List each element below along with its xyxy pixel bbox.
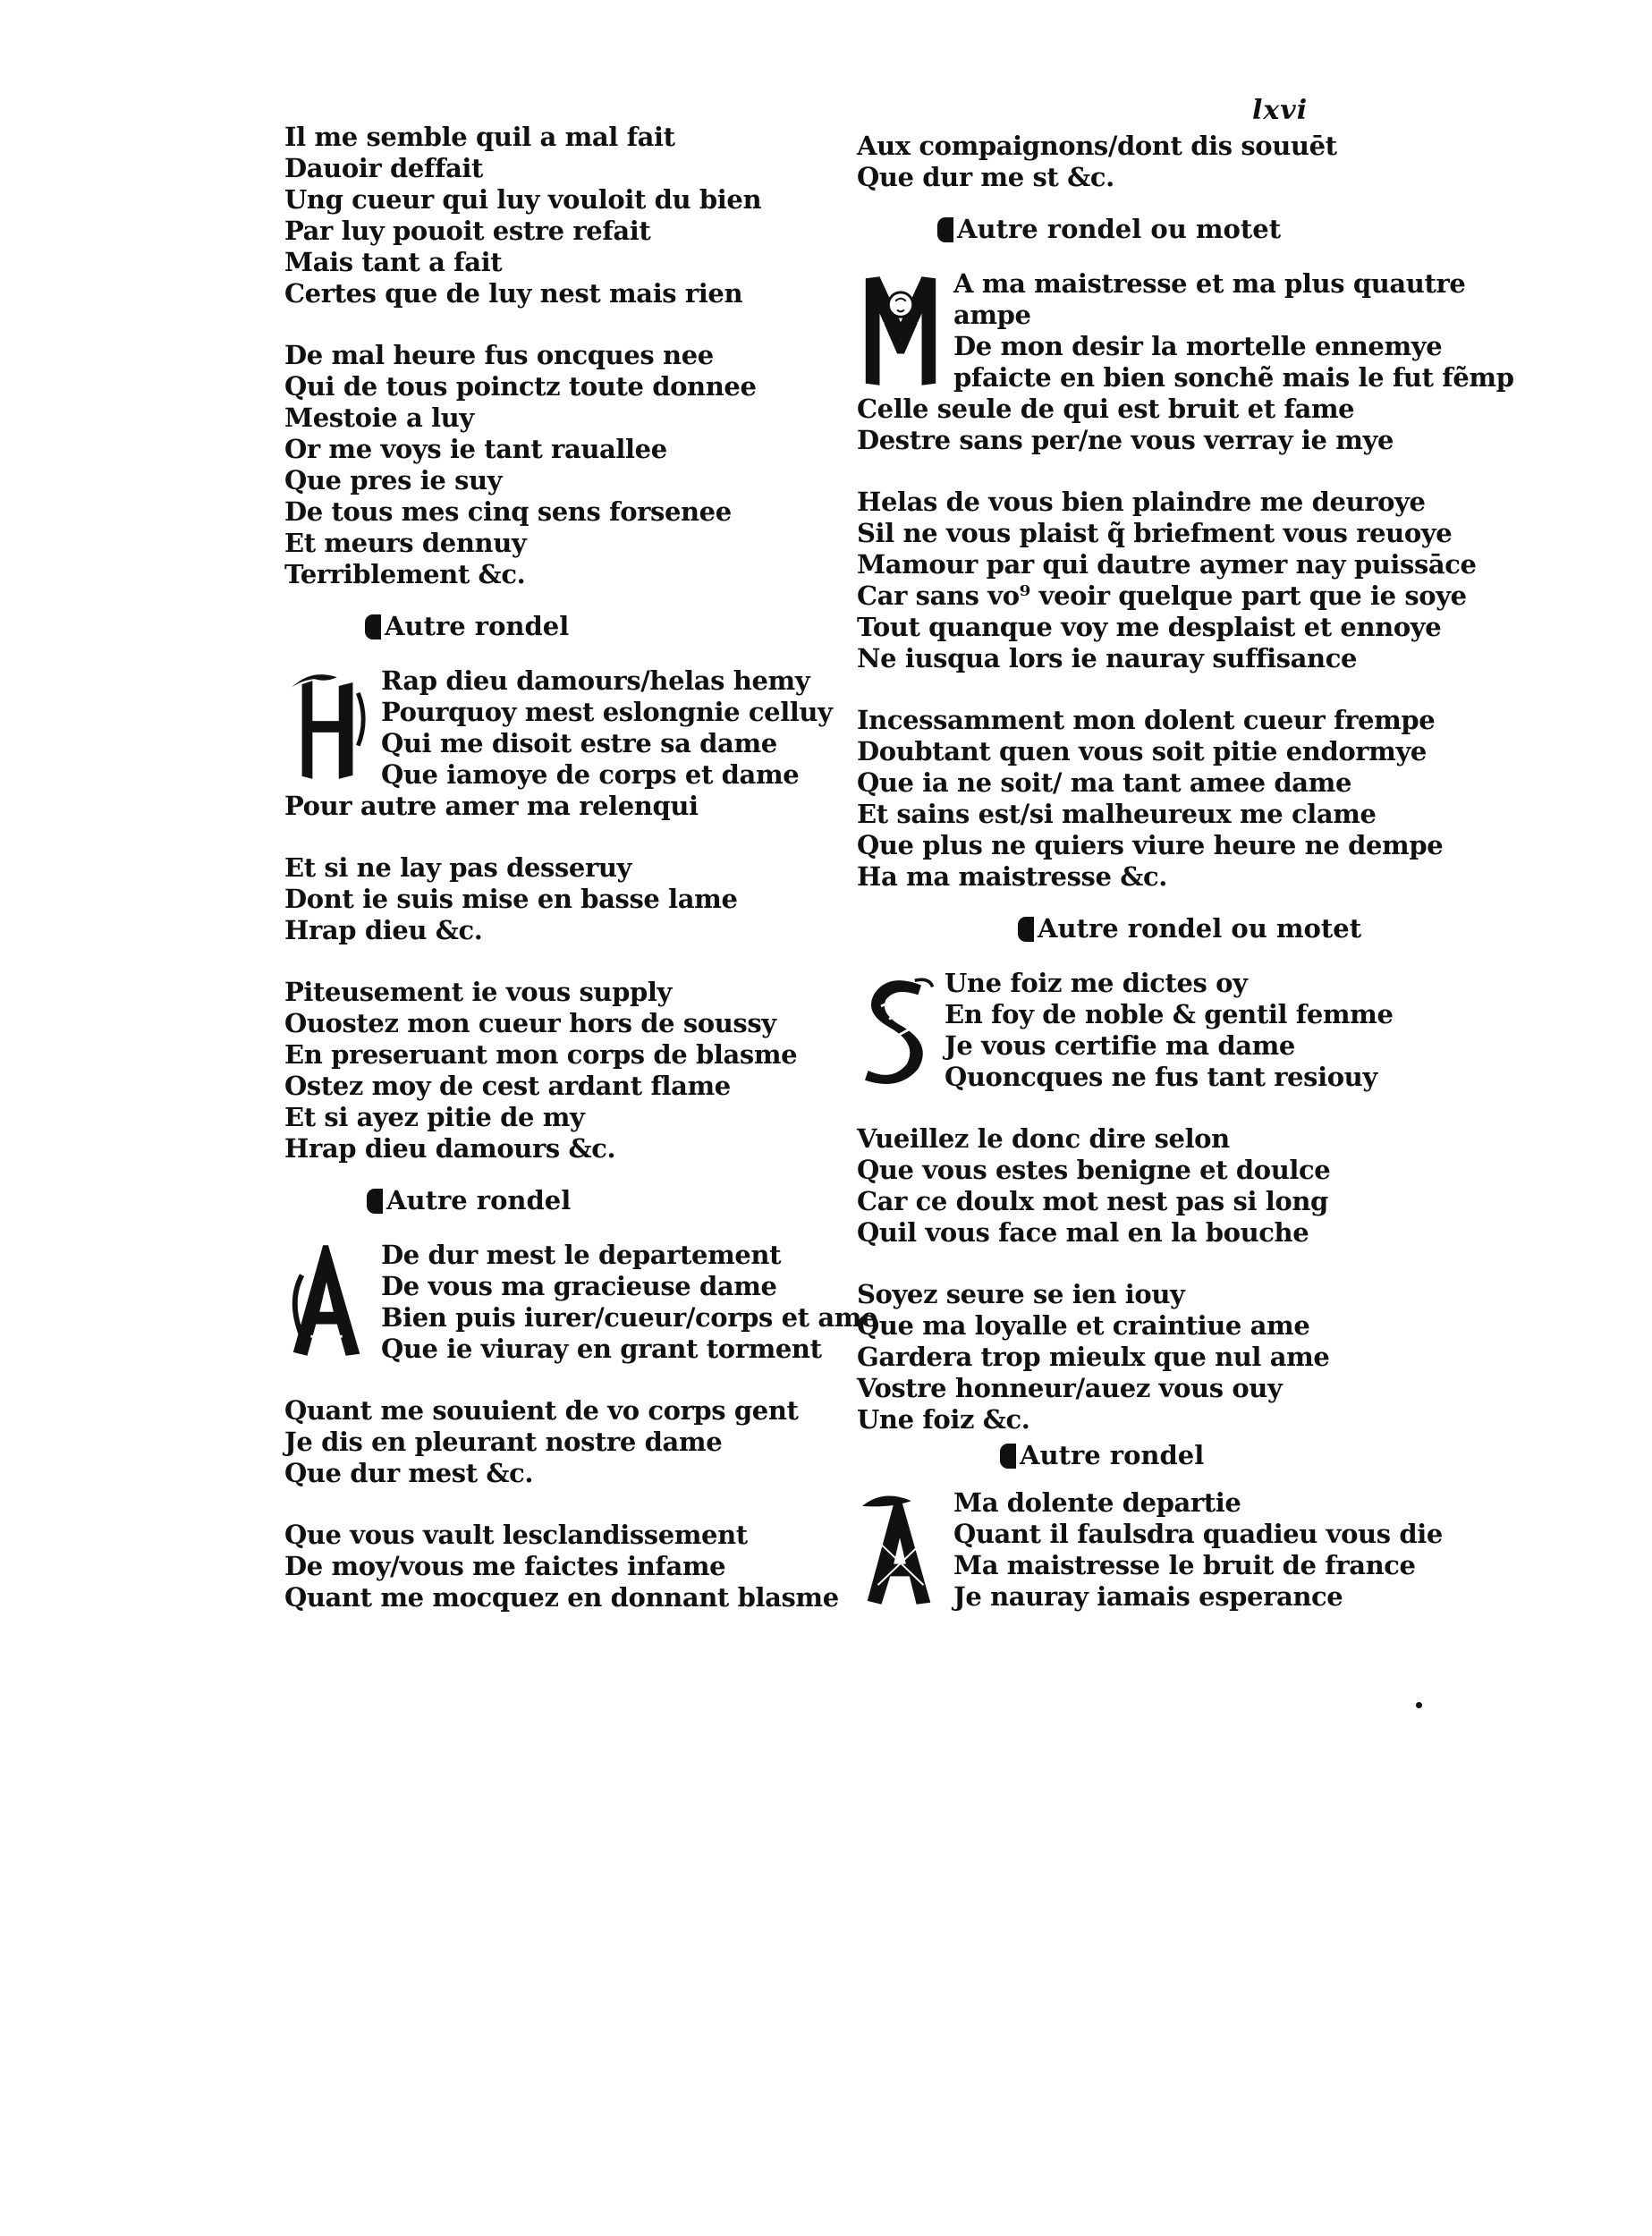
verse-line: Je nauray iamais esperance — [953, 1581, 1343, 1612]
verse-line: Mamour par qui dautre aymer nay puissāce — [857, 549, 1477, 580]
verse-line: De mal heure fus oncques nee — [284, 340, 714, 370]
pilcrow-icon — [1000, 1444, 1016, 1469]
verse-line: Pour autre amer ma relenqui — [284, 791, 699, 821]
stanza — [857, 1123, 1411, 1249]
verse-line: Que pres ie suy — [284, 465, 503, 495]
pilcrow-icon — [367, 1189, 383, 1214]
stanza — [284, 122, 821, 309]
verse-line: Pourquoy mest eslongnie celluy — [381, 697, 833, 727]
ink-dot — [1416, 1702, 1422, 1708]
verse-line: Bien puis iurer/cueur/corps et ame — [381, 1302, 878, 1333]
folio-number: lxvi — [1252, 95, 1309, 126]
decorated-initial-icon — [284, 665, 372, 791]
verse-line: Que dur mest &c. — [284, 1458, 534, 1488]
verse-line: Or me voys ie tant rauallee — [284, 434, 667, 464]
verse-line: Une foiz me dictes oy — [945, 968, 1248, 998]
verse-line: Et si ayez pitie de my — [284, 1102, 585, 1132]
verse-line: Que ia ne soit/ ma tant amee dame — [857, 767, 1352, 798]
verse-line: Que vous vault lesclandissement — [284, 1520, 748, 1550]
verse-line: De moy/vous me faictes infame — [284, 1551, 726, 1581]
stanza — [284, 1520, 839, 1613]
verse-line: Quoncques ne fus tant resiouy — [945, 1062, 1377, 1092]
verse-line: Celle seule de qui est bruit et fame — [857, 394, 1355, 424]
stanza-with-initial — [857, 268, 1514, 456]
svg-text:S: S — [897, 1038, 898, 1039]
verse-line: Et meurs dennuy — [284, 528, 527, 558]
verse-line: Que iamoye de corps et dame — [381, 759, 800, 790]
svg-text:A: A — [328, 1309, 329, 1311]
left-column — [284, 122, 878, 1613]
verse-line: Vueillez le donc dire selon — [857, 1123, 1230, 1154]
verse-line: Hrap dieu &c. — [284, 915, 483, 945]
verse-line: Que vous estes benigne et doulce — [857, 1155, 1331, 1185]
stanza-with-initial — [857, 968, 1411, 1093]
verse-line: De vous ma gracieuse dame — [381, 1271, 777, 1301]
verse-line: Ne iusqua lors ie nauray suffisance — [857, 643, 1358, 673]
verse-line: Ostez moy de cest ardant flame — [284, 1071, 731, 1101]
svg-text:H: H — [328, 736, 329, 738]
verse-line: Une foiz &c. — [857, 1404, 1030, 1435]
verse-line: Qui de tous poinctz toute donnee — [284, 371, 757, 402]
stanza — [857, 705, 1444, 893]
stanza — [857, 1279, 1411, 1436]
right-column — [857, 131, 1514, 1613]
section-heading: Autre rondel — [857, 1439, 1411, 1471]
verse-line: Par luy pouoit estre refait — [284, 216, 651, 246]
stanza-with-initial — [857, 1487, 1443, 1613]
verse-line: pfaicte en bien sonchẽ mais le fut fẽmp — [953, 362, 1514, 393]
verse-line: Vostre honneur/auez vous ouy — [857, 1373, 1283, 1403]
verse-line: Incessamment mon dolent cueur frempe — [857, 705, 1436, 735]
decorated-initial-icon — [857, 1487, 945, 1613]
verse-line: Tout quanque voy me desplaist et ennoye — [857, 612, 1442, 642]
section-heading: Autre rondel ou motet — [857, 213, 1411, 245]
pilcrow-icon — [365, 614, 381, 639]
verse-line: Que plus ne quiers viure heure ne dempe — [857, 830, 1444, 860]
section-heading: Autre rondel — [284, 1184, 821, 1216]
section-heading: Autre rondel — [284, 610, 821, 642]
verse-line: Qui me disoit estre sa dame — [381, 728, 777, 758]
verse-line: De dur mest le departement — [381, 1240, 782, 1270]
verse-line: Quant me souuient de vo corps gent — [284, 1395, 799, 1426]
verse-line: Que ma loyalle et craintiue ame — [857, 1310, 1310, 1341]
verse-line: Soyez seure se ien iouy — [857, 1279, 1185, 1309]
verse-line: Doubtant quen vous soit pitie endormye — [857, 736, 1427, 767]
verse-line: De tous mes cinq sens forsenee — [284, 496, 732, 527]
stanza — [284, 852, 821, 946]
verse-line: Piteusement ie vous supply — [284, 977, 672, 1007]
verse-line: Mestoie a luy — [284, 402, 474, 433]
verse-line: Ouostez mon cueur hors de soussy — [284, 1008, 776, 1038]
verse-line: Ung cueur qui luy vouloit du bien — [284, 184, 762, 215]
verse-line: Je vous certifie ma dame — [945, 1030, 1295, 1061]
verse-line: Que ie viuray en grant torment — [381, 1334, 822, 1364]
verse-line: Rap dieu damours/helas hemy — [381, 665, 810, 696]
verse-line: Quant il faulsdra quadieu vous die — [953, 1519, 1443, 1549]
verse-line: Sil ne vous plaist q̃ briefment vous reuoye — [857, 518, 1453, 548]
stanza — [857, 487, 1477, 674]
verse-line: Dont ie suis mise en basse lame — [284, 884, 738, 914]
pilcrow-icon — [937, 217, 953, 242]
stanza — [857, 131, 1411, 193]
svg-text:A: A — [901, 1558, 902, 1560]
verse-line: Gardera trop mieulx que nul ame — [857, 1342, 1330, 1372]
verse-line: Dauoir deffait — [284, 153, 484, 183]
verse-line: Mais tant a fait — [284, 247, 503, 277]
verse-line: De mon desir la mortelle ennemye — [953, 331, 1443, 361]
verse-line: Aux compaignons/dont dis souuēt — [857, 131, 1337, 161]
verse-line: Certes que de luy nest mais rien — [284, 278, 743, 309]
svg-text:M: M — [901, 339, 902, 341]
verse-line: Quil vous face mal en la bouche — [857, 1217, 1309, 1248]
section-heading: Autre rondel ou motet — [857, 912, 1411, 944]
verse-line: A ma maistresse et ma plus quautre — [953, 268, 1466, 299]
verse-line: ampe — [953, 300, 1031, 330]
verse-line: Il me semble quil a mal fait — [284, 122, 675, 152]
stanza — [284, 977, 821, 1165]
verse-line: Ha ma maistresse &c. — [857, 861, 1167, 892]
verse-line: Que dur me st &c. — [857, 162, 1114, 192]
verse-line: Hrap dieu damours &c. — [284, 1133, 616, 1164]
decorated-initial-icon — [857, 268, 945, 394]
stanza — [284, 340, 821, 590]
verse-line: Ma dolente departie — [953, 1487, 1241, 1518]
verse-line: Je dis en pleurant nostre dame — [284, 1427, 723, 1457]
stanza — [284, 1395, 821, 1489]
pilcrow-icon — [1018, 917, 1034, 942]
verse-line: Car ce doulx mot nest pas si long — [857, 1186, 1328, 1216]
verse-line: Quant me mocquez en donnant blasme — [284, 1582, 839, 1613]
verse-line: Et si ne lay pas desseruy — [284, 852, 631, 883]
verse-line: En preseruant mon corps de blasme — [284, 1039, 798, 1070]
verse-line: Car sans vo⁹ veoir quelque part que ie soye — [857, 580, 1467, 611]
verse-line: Helas de vous bien plaindre me deuroye — [857, 487, 1426, 517]
stanza-with-initial — [284, 665, 833, 822]
verse-line: Ma maistresse le bruit de france — [953, 1550, 1416, 1580]
decorated-initial-icon — [284, 1240, 372, 1363]
verse-line: En foy de noble & gentil femme — [945, 999, 1394, 1029]
stanza-with-initial — [284, 1240, 878, 1365]
verse-line: Terriblement &c. — [284, 559, 526, 589]
decorated-initial-icon — [857, 968, 937, 1093]
verse-line: Et sains est/si malheureux me clame — [857, 799, 1377, 829]
verse-line: Destre sans per/ne vous verray ie mye — [857, 425, 1394, 455]
